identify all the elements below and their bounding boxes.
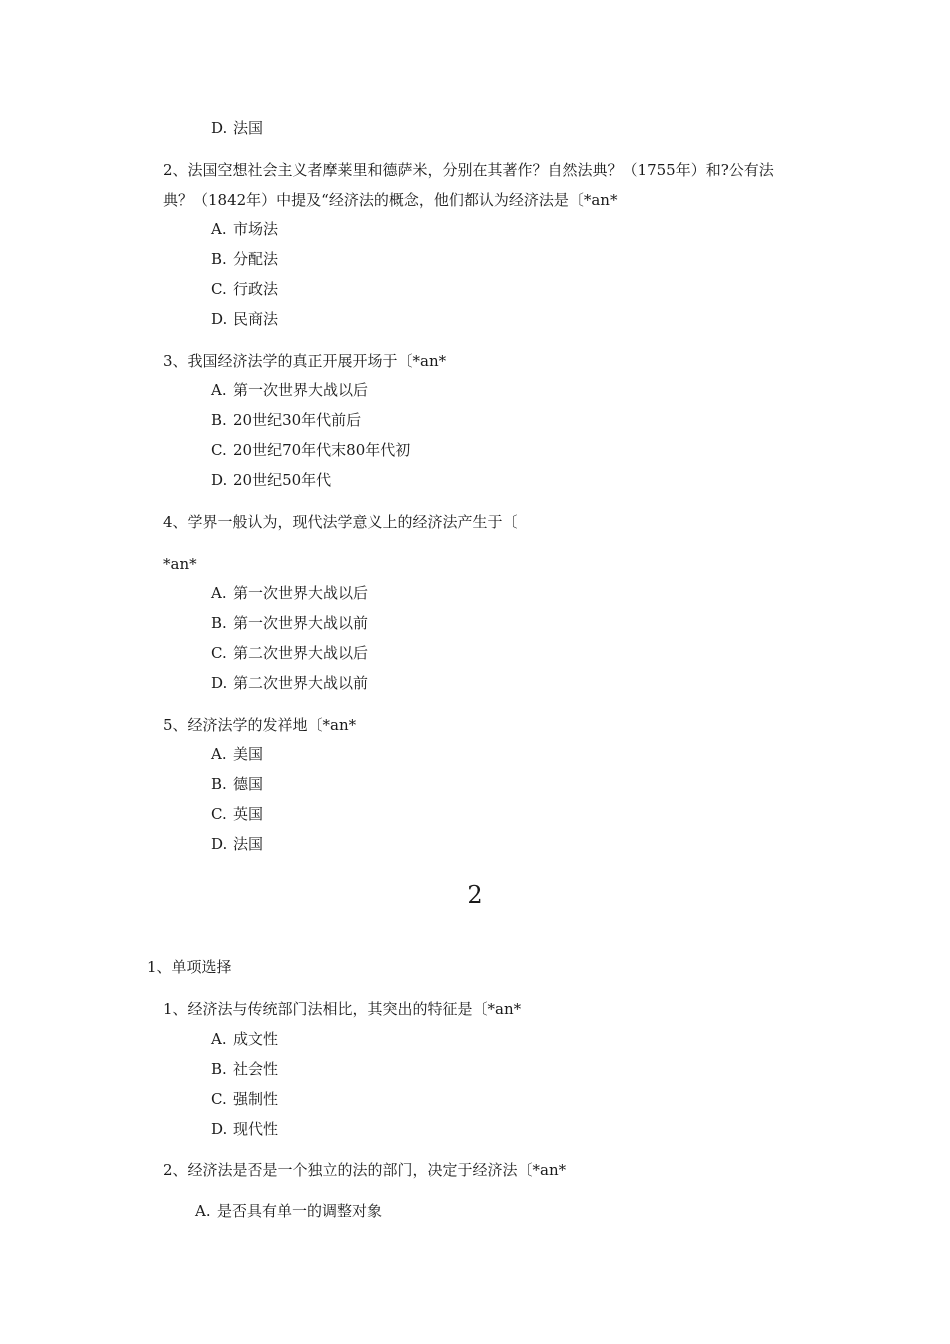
question-3: 3、我国经济法学的真正开展开场于〔*an*	[163, 352, 447, 370]
option-d: D. 民商法	[211, 310, 279, 328]
option-b: B. 20世纪30年代前后	[211, 411, 362, 429]
option-a: A. 第一次世界大战以后	[211, 381, 369, 399]
option-c: C. 20世纪70年代末80年代初	[211, 441, 411, 459]
option-d: D. 现代性	[211, 1120, 279, 1138]
option-a: A. 市场法	[211, 220, 279, 238]
option-d: D. 法国	[211, 835, 264, 853]
question-5: 5、经济法学的发祥地〔*an*	[163, 716, 357, 734]
option-b: B. 分配法	[211, 250, 279, 268]
option-d: D. 法国	[211, 119, 264, 137]
option-c: C. 英国	[211, 805, 264, 823]
option-b: B. 德国	[211, 775, 264, 793]
option-a: A. 第一次世界大战以后	[211, 584, 369, 602]
option-a: A. 成文性	[211, 1030, 279, 1048]
question-4-continuation: *an*	[163, 555, 197, 573]
option-c: C. 第二次世界大战以后	[211, 644, 369, 662]
option-b: B. 社会性	[211, 1060, 279, 1078]
section-title: 1、单项选择	[147, 958, 232, 976]
question-2: 2、经济法是否是一个独立的法的部门，决定于经济法〔*an*	[163, 1161, 567, 1179]
option-d: D. 第二次世界大战以前	[211, 674, 369, 692]
option-a: A. 美国	[211, 745, 264, 763]
option-c: C. 强制性	[211, 1090, 279, 1108]
option-d: D. 20世纪50年代	[211, 471, 332, 489]
chapter-number: 2	[467, 881, 483, 909]
option-b: B. 第一次世界大战以前	[211, 614, 369, 632]
question-1: 1、经济法与传统部门法相比，其突出的特征是〔*an*	[163, 1000, 522, 1018]
option-c: C. 行政法	[211, 280, 279, 298]
question-4: 4、学界一般认为，现代法学意义上的经济法产生于〔	[163, 513, 518, 531]
question-2: 2、法国空想社会主义者摩莱里和德萨米，分别在其著作？自然法典？（1755年）和?公有法典？（1842年）中提及“经济法的概念，他们都认为经济法是〔*an*	[163, 161, 774, 209]
option-a: A. 是否具有单一的调整对象	[195, 1202, 383, 1220]
